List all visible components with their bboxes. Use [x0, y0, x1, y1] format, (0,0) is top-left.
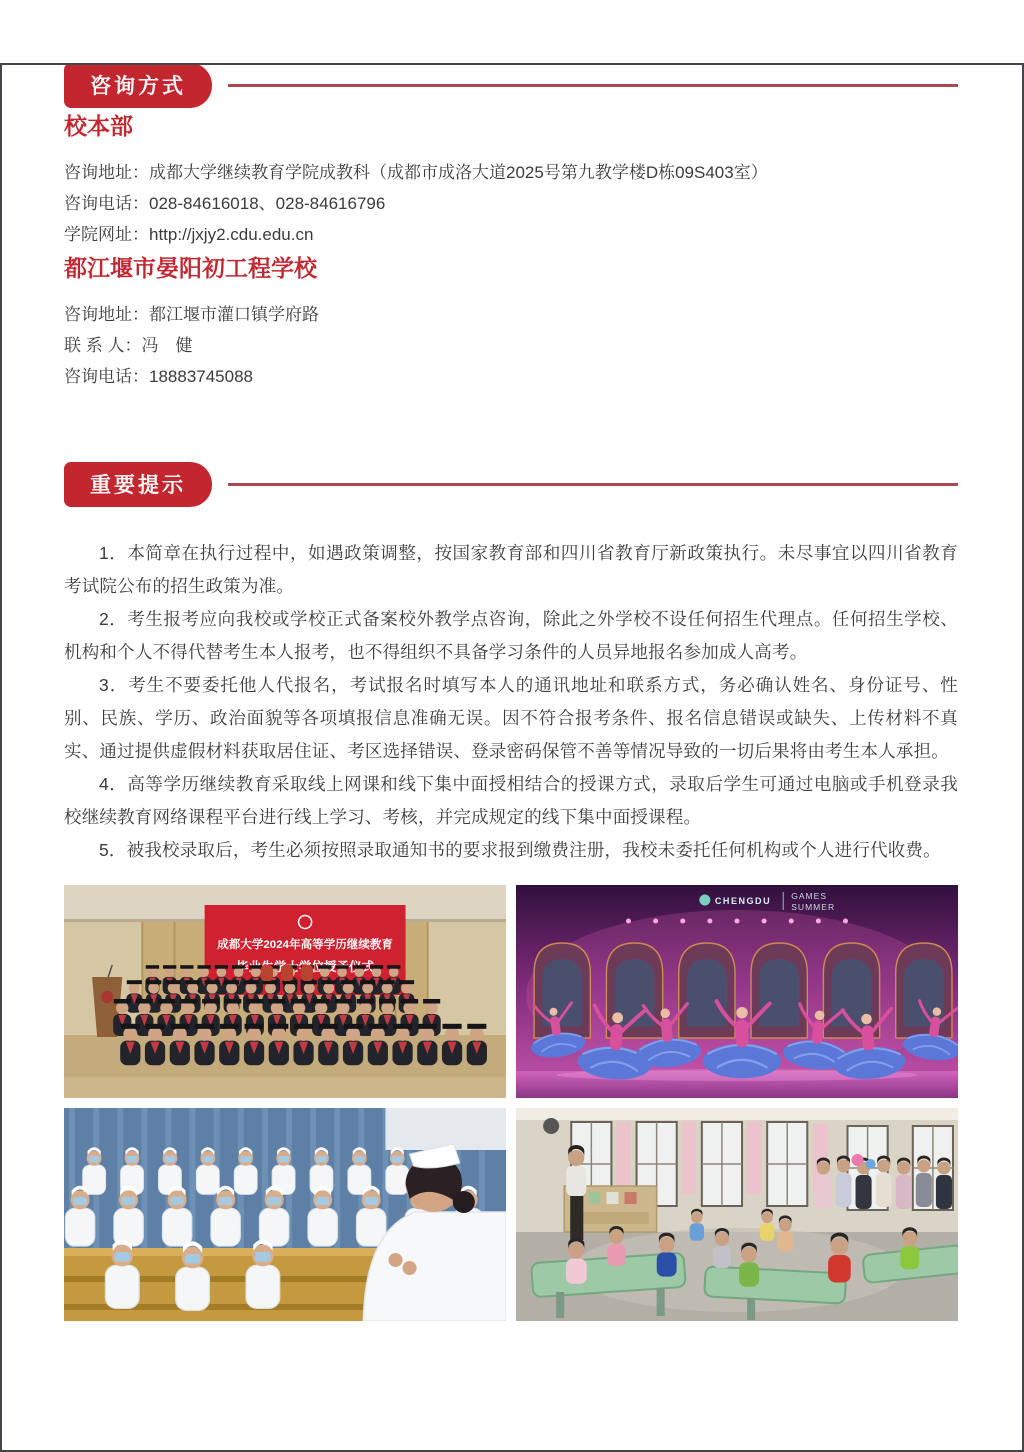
contact-line: [64, 330, 958, 361]
phone-line: [64, 188, 958, 219]
banner-rule: [228, 483, 958, 486]
notice-item: 5．被我校录取后，考生必须按照录取通知书的要求报到缴费注册，我校未委托任何机构或个人进行代收费。: [99, 840, 941, 860]
notice-item: 4．高等学历继续教育采取线上网课和线下集中面授相结合的授课方式，录取后学生可通过电脑或手机登录我校继续教育网络课程平台进行线上学习、考核，并完成规定的线下集中面授课程。: [64, 774, 958, 827]
main-campus-info: [64, 157, 958, 250]
contact-label: 联 系 人：: [64, 336, 142, 355]
contact-value: 冯 健: [141, 336, 193, 355]
dance-scene: [516, 885, 958, 1098]
phone-label: 咨询电话：: [64, 367, 149, 386]
photo-kindergarten-class: [516, 1108, 958, 1321]
phone-label: 咨询电话：: [64, 194, 149, 213]
notice-banner: 重要提示: [64, 462, 212, 507]
main-campus-title: 校本部: [64, 113, 133, 139]
dujiangyan-info: [64, 299, 958, 392]
screen-text-line1: 成都大学2024年高等学历继续教育: [217, 939, 393, 951]
photo-dance-performance: [516, 885, 958, 1098]
website-link[interactable]: http://jxjy2.cdu.edu.cn: [149, 225, 314, 244]
banner-rule: [228, 84, 958, 87]
address-label: 咨询地址：: [64, 305, 149, 324]
brochure-page: [0, 63, 1024, 1321]
graduation-scene: [64, 885, 506, 1098]
address-value: 成都大学继续教育学院成教科（成都市成洛大道2025号第九教学楼D栋09S403室）: [149, 163, 768, 182]
website-label: 学院网址：: [64, 225, 149, 244]
address-line: [64, 157, 958, 188]
important-notices: [64, 537, 958, 867]
website-line: [64, 219, 958, 250]
nursing-scene: [64, 1108, 506, 1321]
dujiangyan-school-title: 都江堰市晏阳初工程学校: [64, 255, 317, 281]
address-line: [64, 299, 958, 330]
event-text-line2: SUMMER: [791, 902, 836, 912]
notice-item: 3．考生不要委托他人代报名，考试报名时填写本人的通讯地址和联系方式，务必确认姓名、身份证号、性别、民族、学历、政治面貌等各项填报信息准确无误。因不符合报考条件、报名信息错误或缺失、上传材料不真实、通过提供虚假材料获取居住证、考区选择错误、登录密码保管不善等情况导致的一切后果将由考生本人承担。: [64, 675, 958, 761]
ceiling-fan: [543, 1118, 559, 1134]
notice-section-header: [64, 462, 958, 507]
phone-value: 028-84616018、028-84616796: [149, 194, 386, 213]
kindergarten-scene: [516, 1108, 958, 1321]
address-value: 都江堰市灌口镇学府路: [149, 305, 319, 324]
photo-graduation-ceremony: [64, 885, 506, 1098]
consult-banner: 咨询方式: [64, 63, 212, 108]
event-text-line1: GAMES: [791, 891, 828, 901]
photo-nursing-class: [64, 1108, 506, 1321]
brand-text: CHENGDU: [714, 896, 772, 906]
phone-value: 18883745088: [149, 367, 254, 386]
notice-item: 1．本简章在执行过程中，如遇政策调整，按国家教育部和四川省教育厅新政策执行。未尽事宜以四川省教育考试院公布的招生政策为准。: [64, 543, 958, 596]
address-label: 咨询地址：: [64, 163, 149, 182]
consult-section-header: [64, 63, 958, 108]
photo-grid: [64, 885, 958, 1321]
phone-line: [64, 361, 958, 392]
notice-item: 2．考生报考应向我校或学校正式备案校外教学点咨询，除此之外学校不设任何招生代理点。任何招生学校、机构和个人不得代替考生本人报考，也不得组织不具备学习条件的人员异地报名参加成人高考。: [64, 609, 958, 662]
